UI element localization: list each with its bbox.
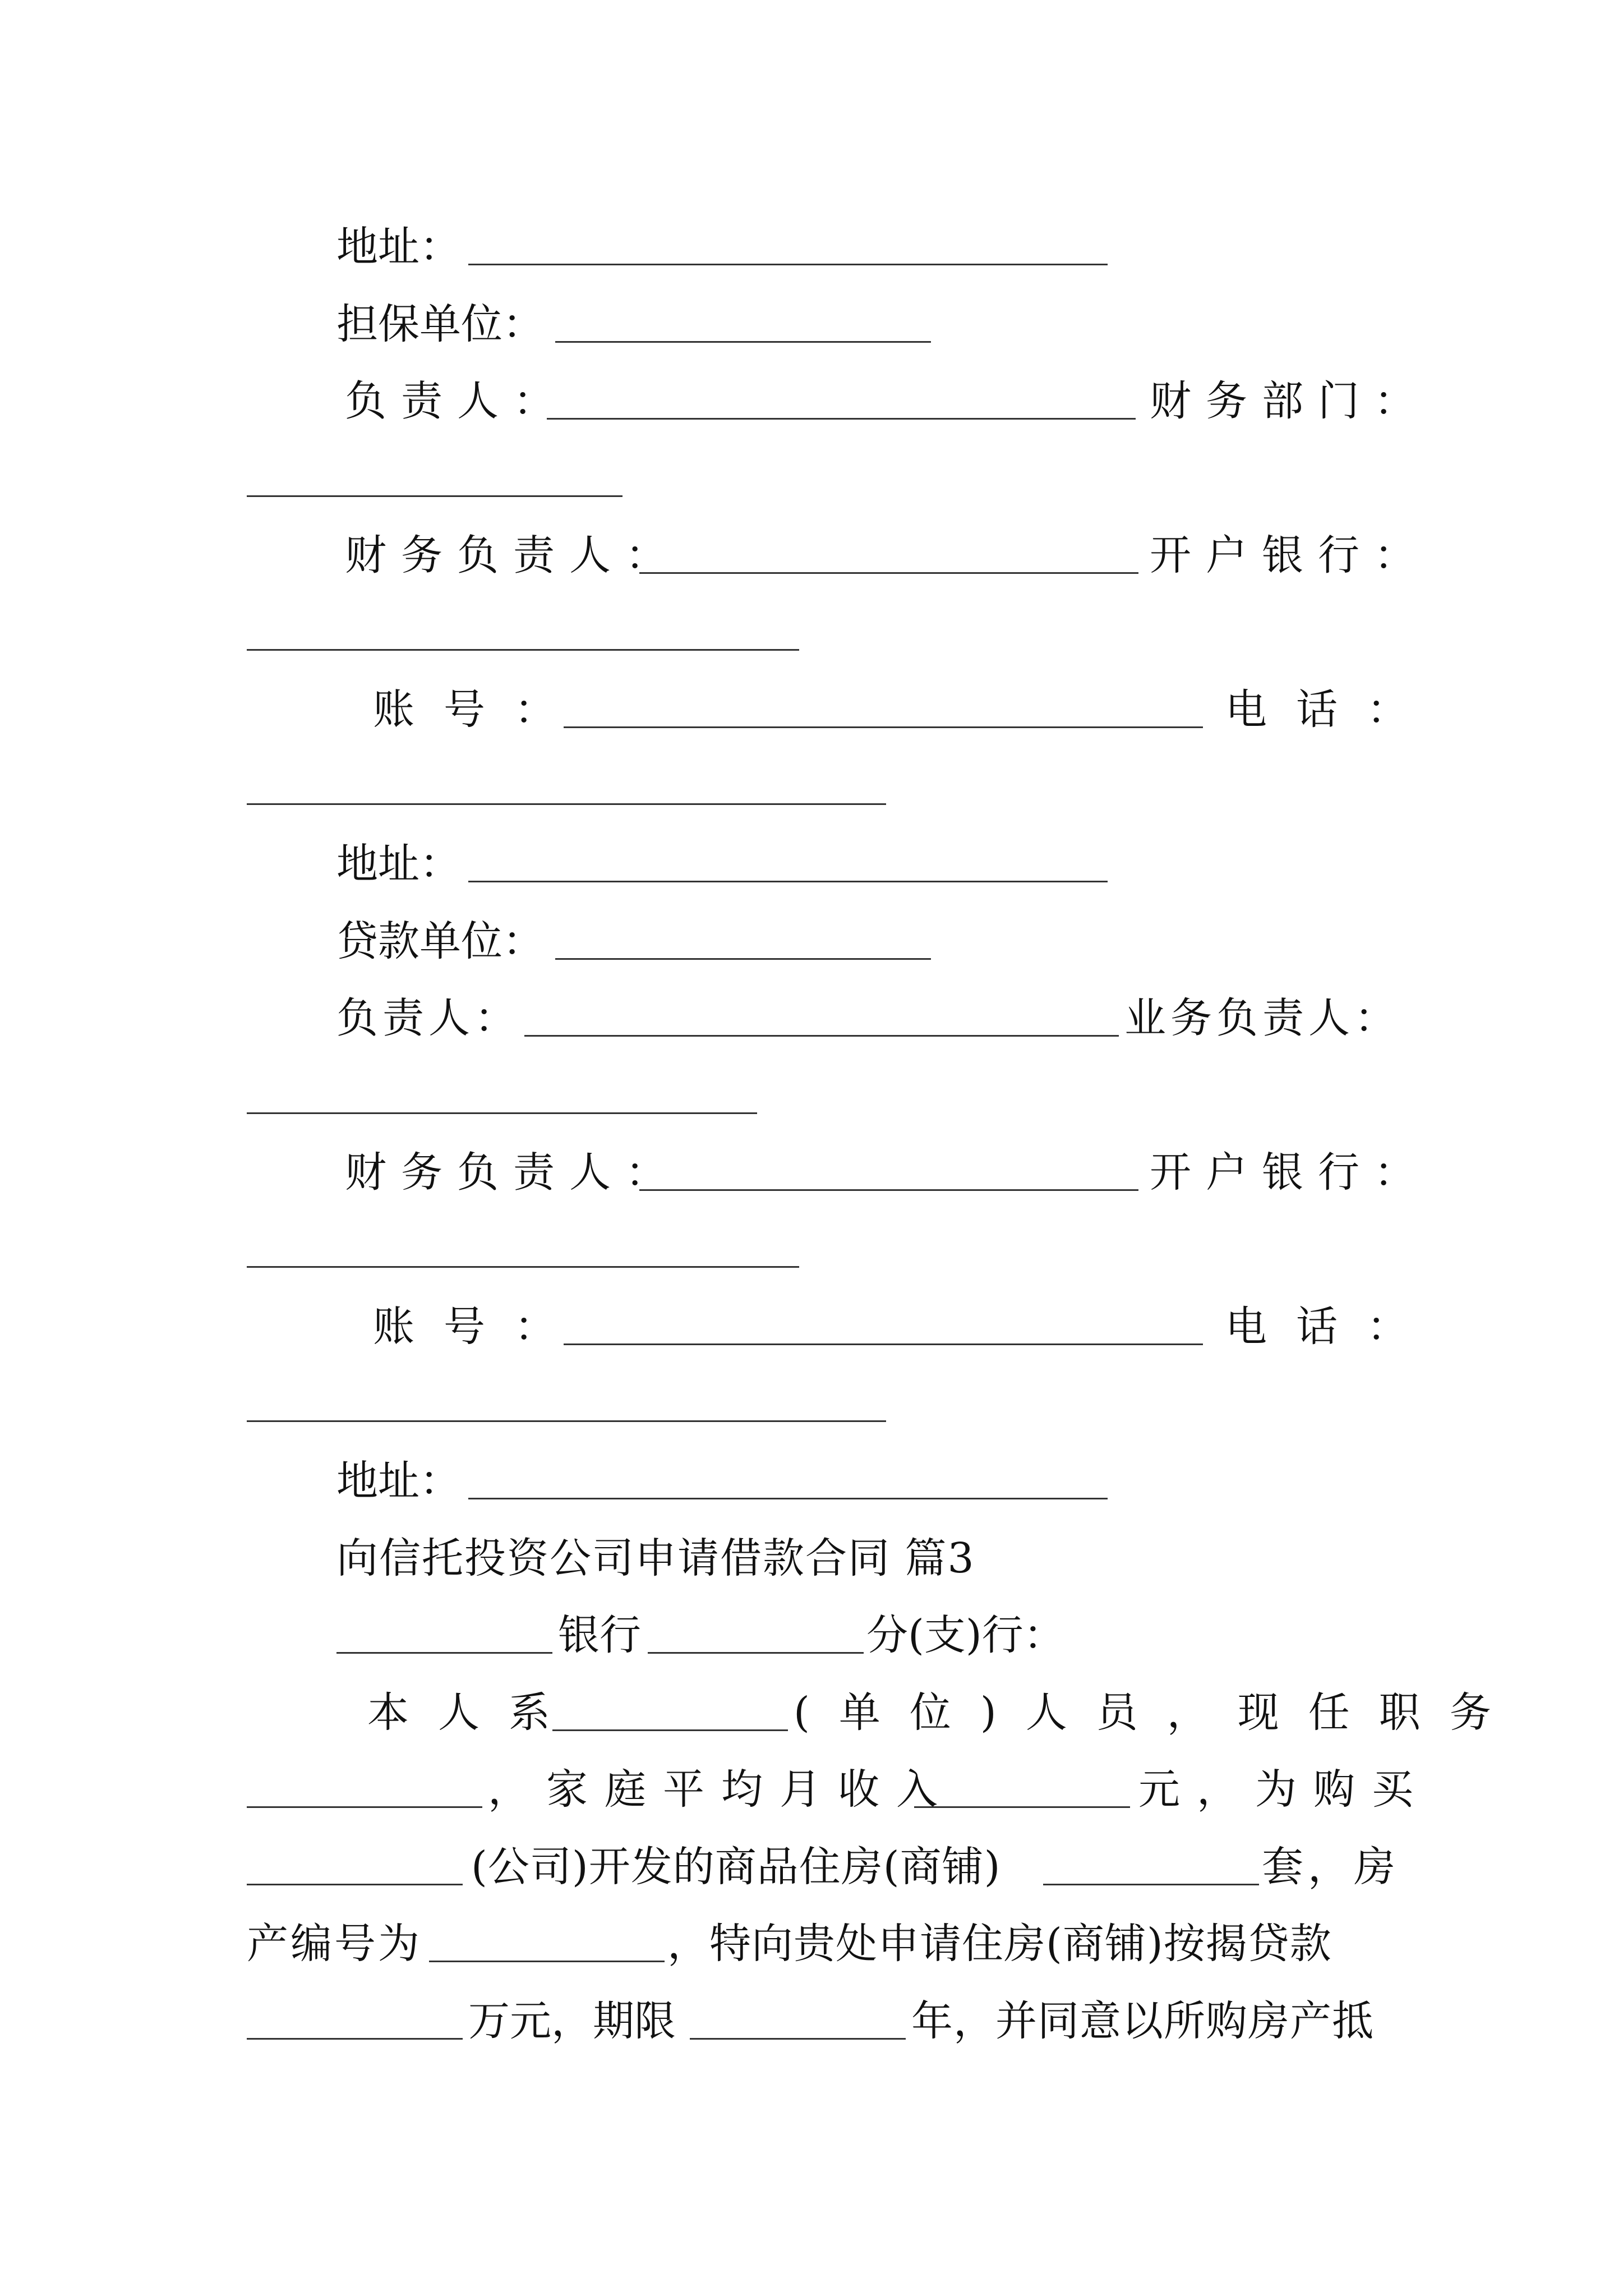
borrower-account-row <box>0 1287 1623 1366</box>
borrower-person-blank[interactable] <box>524 1035 1119 1037</box>
p3-text-a: (公司)开发的商品住房(商铺) <box>471 1843 1001 1891</box>
bank-name-blank[interactable] <box>336 1652 552 1654</box>
borrower-account-label: 账号： <box>373 1303 585 1351</box>
address-label: 地址： <box>336 223 461 271</box>
p1-text-a: 本人系 <box>367 1688 579 1737</box>
branch-name-blank[interactable] <box>648 1652 864 1654</box>
guarantor-finance-dept-blank[interactable] <box>247 495 623 497</box>
developer-blank[interactable] <box>247 1884 463 1885</box>
guarantor-person-blank[interactable] <box>547 418 1136 420</box>
guarantor-address-label: 地址： <box>336 840 461 888</box>
section-heading: 向信托投资公司申请借款合同 篇3 <box>336 1534 975 1582</box>
property-number-blank[interactable] <box>429 1961 665 1962</box>
borrower-business-person-label: 业务负责人： <box>1124 994 1400 1042</box>
borrower-finance-person-blank[interactable] <box>639 1189 1138 1191</box>
borrower-address-blank[interactable] <box>468 1498 1108 1499</box>
loan-amount-blank[interactable] <box>247 2038 463 2040</box>
borrower-person-label: 负责人： <box>336 994 520 1042</box>
borrower-address-label: 地址： <box>336 1457 461 1505</box>
p5-text-a: 万元，期限 <box>468 1997 676 2045</box>
units-blank[interactable] <box>1043 1884 1259 1885</box>
guarantor-bank-blank[interactable] <box>247 649 799 651</box>
borrower-person-row <box>0 979 1623 1057</box>
guarantor-address-row <box>0 825 1623 903</box>
borrower-unit-blank[interactable] <box>555 958 931 960</box>
guarantor-person-row <box>0 362 1623 440</box>
term-blank[interactable] <box>690 2038 906 2040</box>
p2-text-b: 元，为购买 <box>1138 1765 1430 1814</box>
salutation-bank: 银行 <box>558 1611 641 1659</box>
p4-text-a: 产编号为 <box>247 1920 422 1968</box>
borrower-bank-blank[interactable] <box>247 1266 799 1268</box>
p2-text-a: ，家庭平均月收入 <box>488 1765 955 1814</box>
guarantor-finance-person-label: 财务负责人： <box>345 531 681 579</box>
guarantor-finance-person-row <box>0 516 1623 595</box>
address-blank[interactable] <box>468 264 1108 265</box>
p4-text-b: ，特向贵处申请住房(商铺)按揭贷款 <box>667 1920 1332 1968</box>
guarantor-account-row <box>0 670 1623 749</box>
borrower-phone-blank[interactable] <box>247 1420 886 1422</box>
guarantor-finance-dept-label: 财务部门： <box>1150 377 1430 425</box>
p3-text-b: 套，房 <box>1262 1843 1400 1891</box>
paragraph-line-4 <box>0 1904 1623 1983</box>
guarantor-account-label: 账号： <box>373 685 585 734</box>
borrower-business-person-blank[interactable] <box>247 1112 757 1114</box>
borrower-bank-label: 开户银行： <box>1150 1148 1430 1197</box>
p5-text-b: 年，并同意以所购房产抵 <box>911 1997 1374 2045</box>
guarantor-address-blank[interactable] <box>468 881 1108 882</box>
guarantor-finance-person-blank[interactable] <box>639 572 1138 574</box>
guarantor-person-label: 负责人： <box>345 377 569 425</box>
paragraph-line-3 <box>0 1828 1623 1906</box>
guarantor-unit-blank[interactable] <box>555 341 931 343</box>
guarantor-phone-blank[interactable] <box>247 803 886 805</box>
position-blank[interactable] <box>247 1806 482 1808</box>
guarantor-phone-label: 电话： <box>1225 685 1437 734</box>
p1-text-b: (单位)人员，现任职务 <box>794 1688 1520 1737</box>
section-heading-row <box>0 1519 1623 1598</box>
guarantor-account-blank[interactable] <box>564 726 1203 728</box>
borrower-phone-label: 电话： <box>1225 1303 1437 1351</box>
paragraph-line-1 <box>0 1673 1623 1752</box>
borrower-unit-label: 贷款单位： <box>336 917 544 965</box>
income-blank[interactable] <box>914 1806 1130 1808</box>
guarantor-prev-address-row <box>0 208 1623 286</box>
borrower-address-row <box>0 1442 1623 1520</box>
employer-blank[interactable] <box>552 1729 788 1731</box>
guarantor-unit-label: 担保单位： <box>336 300 544 348</box>
salutation-row <box>0 1596 1623 1674</box>
borrower-account-blank[interactable] <box>564 1343 1203 1345</box>
salutation-branch: 分(支)行： <box>866 1611 1065 1659</box>
guarantor-unit-row <box>0 285 1623 364</box>
guarantor-bank-label: 开户银行： <box>1150 531 1430 579</box>
borrower-finance-person-row <box>0 1133 1623 1212</box>
borrower-finance-person-label: 财务负责人： <box>345 1148 681 1197</box>
borrower-unit-row <box>0 902 1623 981</box>
paragraph-line-5 <box>0 1982 1623 2060</box>
paragraph-line-2 <box>0 1750 1623 1829</box>
